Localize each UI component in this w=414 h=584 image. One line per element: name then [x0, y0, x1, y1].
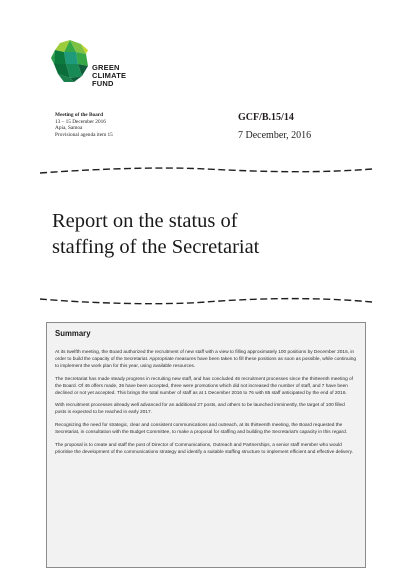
- meeting-location: Apia, Samoa: [55, 125, 83, 132]
- summary-paragraph-5: The proposal is to create and staff the post of Director of Communications, Outreach and Partnerships, a senior staff member who would prioritise the development of the communications strategy and identify a suitable staffing structure to implement efficient and effective delivery.: [55, 443, 354, 455]
- meeting-dates: 13 – 15 December 2016: [55, 118, 106, 125]
- document-id: GCF/B.15/14: [238, 112, 294, 123]
- summary-box: [46, 322, 366, 568]
- document-title-line-2: staffing of the Secretariat: [52, 236, 260, 258]
- document-title-line-1: Report on the status of: [52, 210, 238, 232]
- top-divider: [38, 166, 374, 176]
- green-climate-fund-logo-icon: [50, 38, 90, 86]
- document-title: [52, 208, 372, 260]
- meeting-agenda: Provisional agenda item 15: [55, 131, 113, 138]
- summary-heading: Summary: [55, 329, 91, 338]
- logo-wordmark: [92, 64, 126, 88]
- summary-paragraph-2: The Secretariat has made steady progress in recruiting new staff, and has concluded 46 recruitment processes since the thirteenth meeting of the Board. Of 46 offers made, 36 have been accepted, three were promotions which did not increased the number of staff, and 7 have been declined or not yet accepted. This brings the total number of staff as at 1 December 2016 to 76 with 85 staff anticipated by the end of 2016.: [55, 376, 354, 396]
- logo-line-3: FUND: [92, 79, 114, 88]
- summary-paragraph-3: With recruitment processes already well advanced for an additional 27 posts, and others to be launched imminently, the target of 100 filled posts is expected to be reached in early 2017.: [55, 403, 345, 416]
- meeting-info: [55, 112, 113, 138]
- logo-line-1: GREEN: [92, 63, 120, 72]
- summary-paragraph-4: Recognizing the need for strategic, clear and consistent communications and outreach, at its thirteenth meeting, the Board requested the Secretariat, in consultation with the Budget Committee, to make a proposal for staffing and building the Secretariat's capacity in this regard.: [55, 423, 348, 436]
- summary-paragraph-1: At its twelfth meeting, the Board authorized the recruitment of new staff with a view to filling approximately 100 positions by December 2016, in order to build the capacity of the Secretariat. Appropriate measures have been taken to fill these positions as soon as possible, while continuing to implement the work plan for this year, using available resources.: [55, 350, 357, 369]
- bottom-divider: [38, 296, 374, 306]
- meeting-name: Meeting of the Board: [55, 112, 104, 118]
- logo-line-2: CLIMATE: [92, 71, 127, 80]
- document-date: 7 December, 2016: [238, 130, 312, 141]
